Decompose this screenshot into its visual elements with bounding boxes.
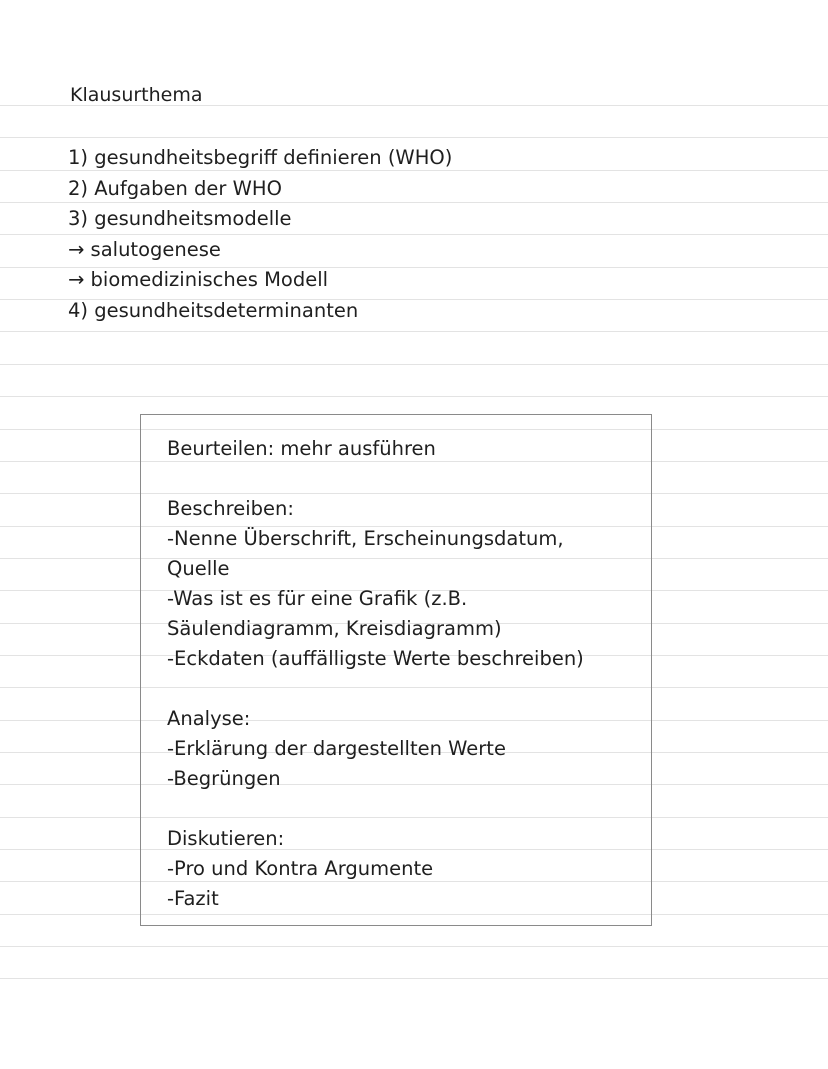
describe-line: Quelle — [167, 557, 230, 580]
discuss-line: -Pro und Kontra Argumente — [167, 857, 434, 880]
topic-item: 3) gesundheitsmodelle — [68, 207, 292, 230]
analysis-line: -Erklärung der dargestellten Werte — [167, 737, 506, 760]
rule-line — [0, 396, 828, 397]
describe-line: -Was ist es für eine Grafik (z.B. — [167, 587, 468, 610]
describe-line: Säulendiagramm, Kreisdiagramm) — [167, 617, 502, 640]
rule-line — [0, 137, 828, 138]
section-spacer — [167, 674, 637, 704]
rule-line — [0, 331, 828, 332]
section-spacer — [167, 794, 637, 824]
analysis-heading: Analyse: — [167, 707, 251, 730]
assess-note: Beurteilen: mehr ausführen — [167, 437, 436, 460]
rule-line — [0, 978, 828, 979]
topic-item: 2) Aufgaben der WHO — [68, 176, 282, 200]
operator-notes-box — [140, 414, 652, 926]
topic-subitem: → biomedizinisches Modell — [68, 268, 329, 291]
section-spacer — [167, 464, 637, 494]
topic-item: 4) gesundheitsdeterminanten — [68, 298, 359, 322]
describe-line: -Nenne Überschrift, Erscheinungsdatum, — [167, 527, 564, 550]
analysis-line: -Begrüngen — [167, 767, 281, 790]
page-title: Klausurthema — [70, 84, 203, 106]
discuss-heading: Diskutieren: — [167, 827, 285, 850]
rule-line — [0, 364, 828, 365]
topic-list — [68, 143, 452, 326]
describe-line: -Eckdaten (auffälligste Werte beschreiben) — [167, 647, 584, 670]
topic-item: 1) gesundheitsbegriff definieren (WHO) — [68, 146, 453, 169]
operator-notes-content — [167, 434, 637, 914]
rule-line — [0, 946, 828, 947]
describe-heading: Beschreiben: — [167, 497, 294, 520]
discuss-line: -Fazit — [167, 887, 219, 910]
topic-subitem: → salutogenese — [68, 237, 221, 261]
